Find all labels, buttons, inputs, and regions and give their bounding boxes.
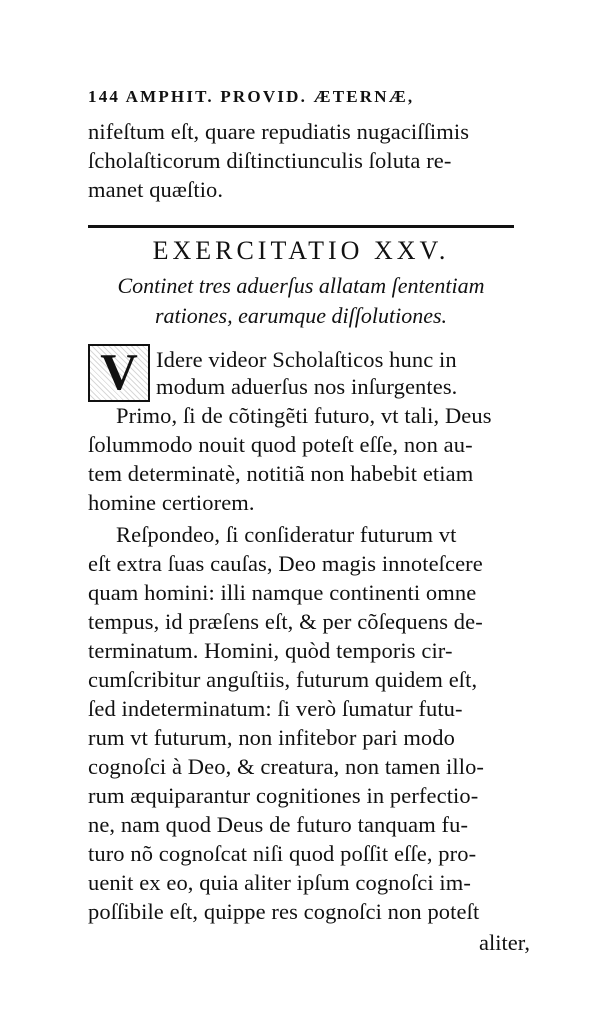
continuation-line-3: manet quæſtio. bbox=[88, 177, 224, 202]
paragraph-3-line-7: ſed indeterminatum: ſi verò ſumatur futu- bbox=[88, 696, 463, 721]
paragraph-2-line-4: homine certiorem. bbox=[88, 490, 255, 515]
section-title: EXERCITATIO XXV. bbox=[152, 236, 450, 265]
paragraph-3-line-8: rum vt futurum, non infitebor pari modo bbox=[88, 725, 455, 750]
paragraph-3-line-10: rum æquiparantur cognitiones in perfectio- bbox=[88, 783, 479, 808]
running-head: 144 AMPHIT. PROVID. ÆTERNÆ, bbox=[88, 87, 415, 106]
paragraph-3-line-13: uenit ex eo, quia aliter ipſum cognoſci im- bbox=[88, 870, 471, 895]
paragraph-3-line-1: Reſpondeo, ſi conſideratur futurum vt bbox=[116, 522, 457, 547]
paragraph-3-line-2: eſt extra ſuas cauſas, Deo magis innoteſcere bbox=[88, 551, 483, 576]
section-summary-line-2: rationes, earumque diſſolutiones. bbox=[154, 303, 448, 328]
continuation-line-1: nifeſtum eſt, quare repudiatis nugaciſſimis bbox=[88, 119, 470, 144]
paragraph-2-line-3: tem determinatè, notitiã non habebit etiam bbox=[88, 461, 474, 486]
paragraph-3-line-11: ne, nam quod Deus de futuro tanquam fu- bbox=[88, 812, 469, 837]
continuation-line-2: ſcholaſticorum diſtinctiunculis ſoluta re- bbox=[88, 148, 452, 173]
paragraph-3-line-4: tempus, id præſens eſt, & per cõſequens de- bbox=[88, 609, 483, 634]
paragraph-3-line-3: quam homini: illi namque continenti omne bbox=[88, 580, 477, 605]
paragraph-3-line-5: terminatum. Homini, quòd temporis cir- bbox=[88, 638, 453, 663]
paragraph-2-line-1: Primo, ſi de cõtingẽti futuro, vt tali, Deus bbox=[116, 403, 492, 428]
paragraph-3-line-9: cognoſci à Deo, & creatura, non tamen illo- bbox=[88, 754, 485, 779]
section-summary-line-1: Continet tres aduerſus allatam ſententiam bbox=[117, 273, 485, 298]
first-paragraph-line-1: Idere videor Scholaſticos hunc in bbox=[156, 347, 457, 372]
paragraph-3-line-12: turo nõ cognoſcat niſi quod poſſit eſſe, pro- bbox=[88, 841, 477, 866]
decorated-initial-letter: V bbox=[100, 344, 138, 401]
paragraph-2-line-2: ſolummodo nouit quod poteſt eſſe, non au- bbox=[88, 432, 473, 457]
decorated-initial bbox=[88, 344, 150, 402]
section-divider-rule bbox=[88, 225, 514, 228]
paragraph-3-line-14: poſſibile eſt, quippe res cognoſci non poteſt bbox=[88, 899, 480, 924]
paragraph-3-line-6: cumſcribitur anguſtiis, futurum quidem eſt, bbox=[88, 667, 478, 692]
catchword: aliter, bbox=[479, 930, 530, 955]
first-paragraph-line-2: modum aduerſus nos inſurgentes. bbox=[156, 374, 458, 399]
